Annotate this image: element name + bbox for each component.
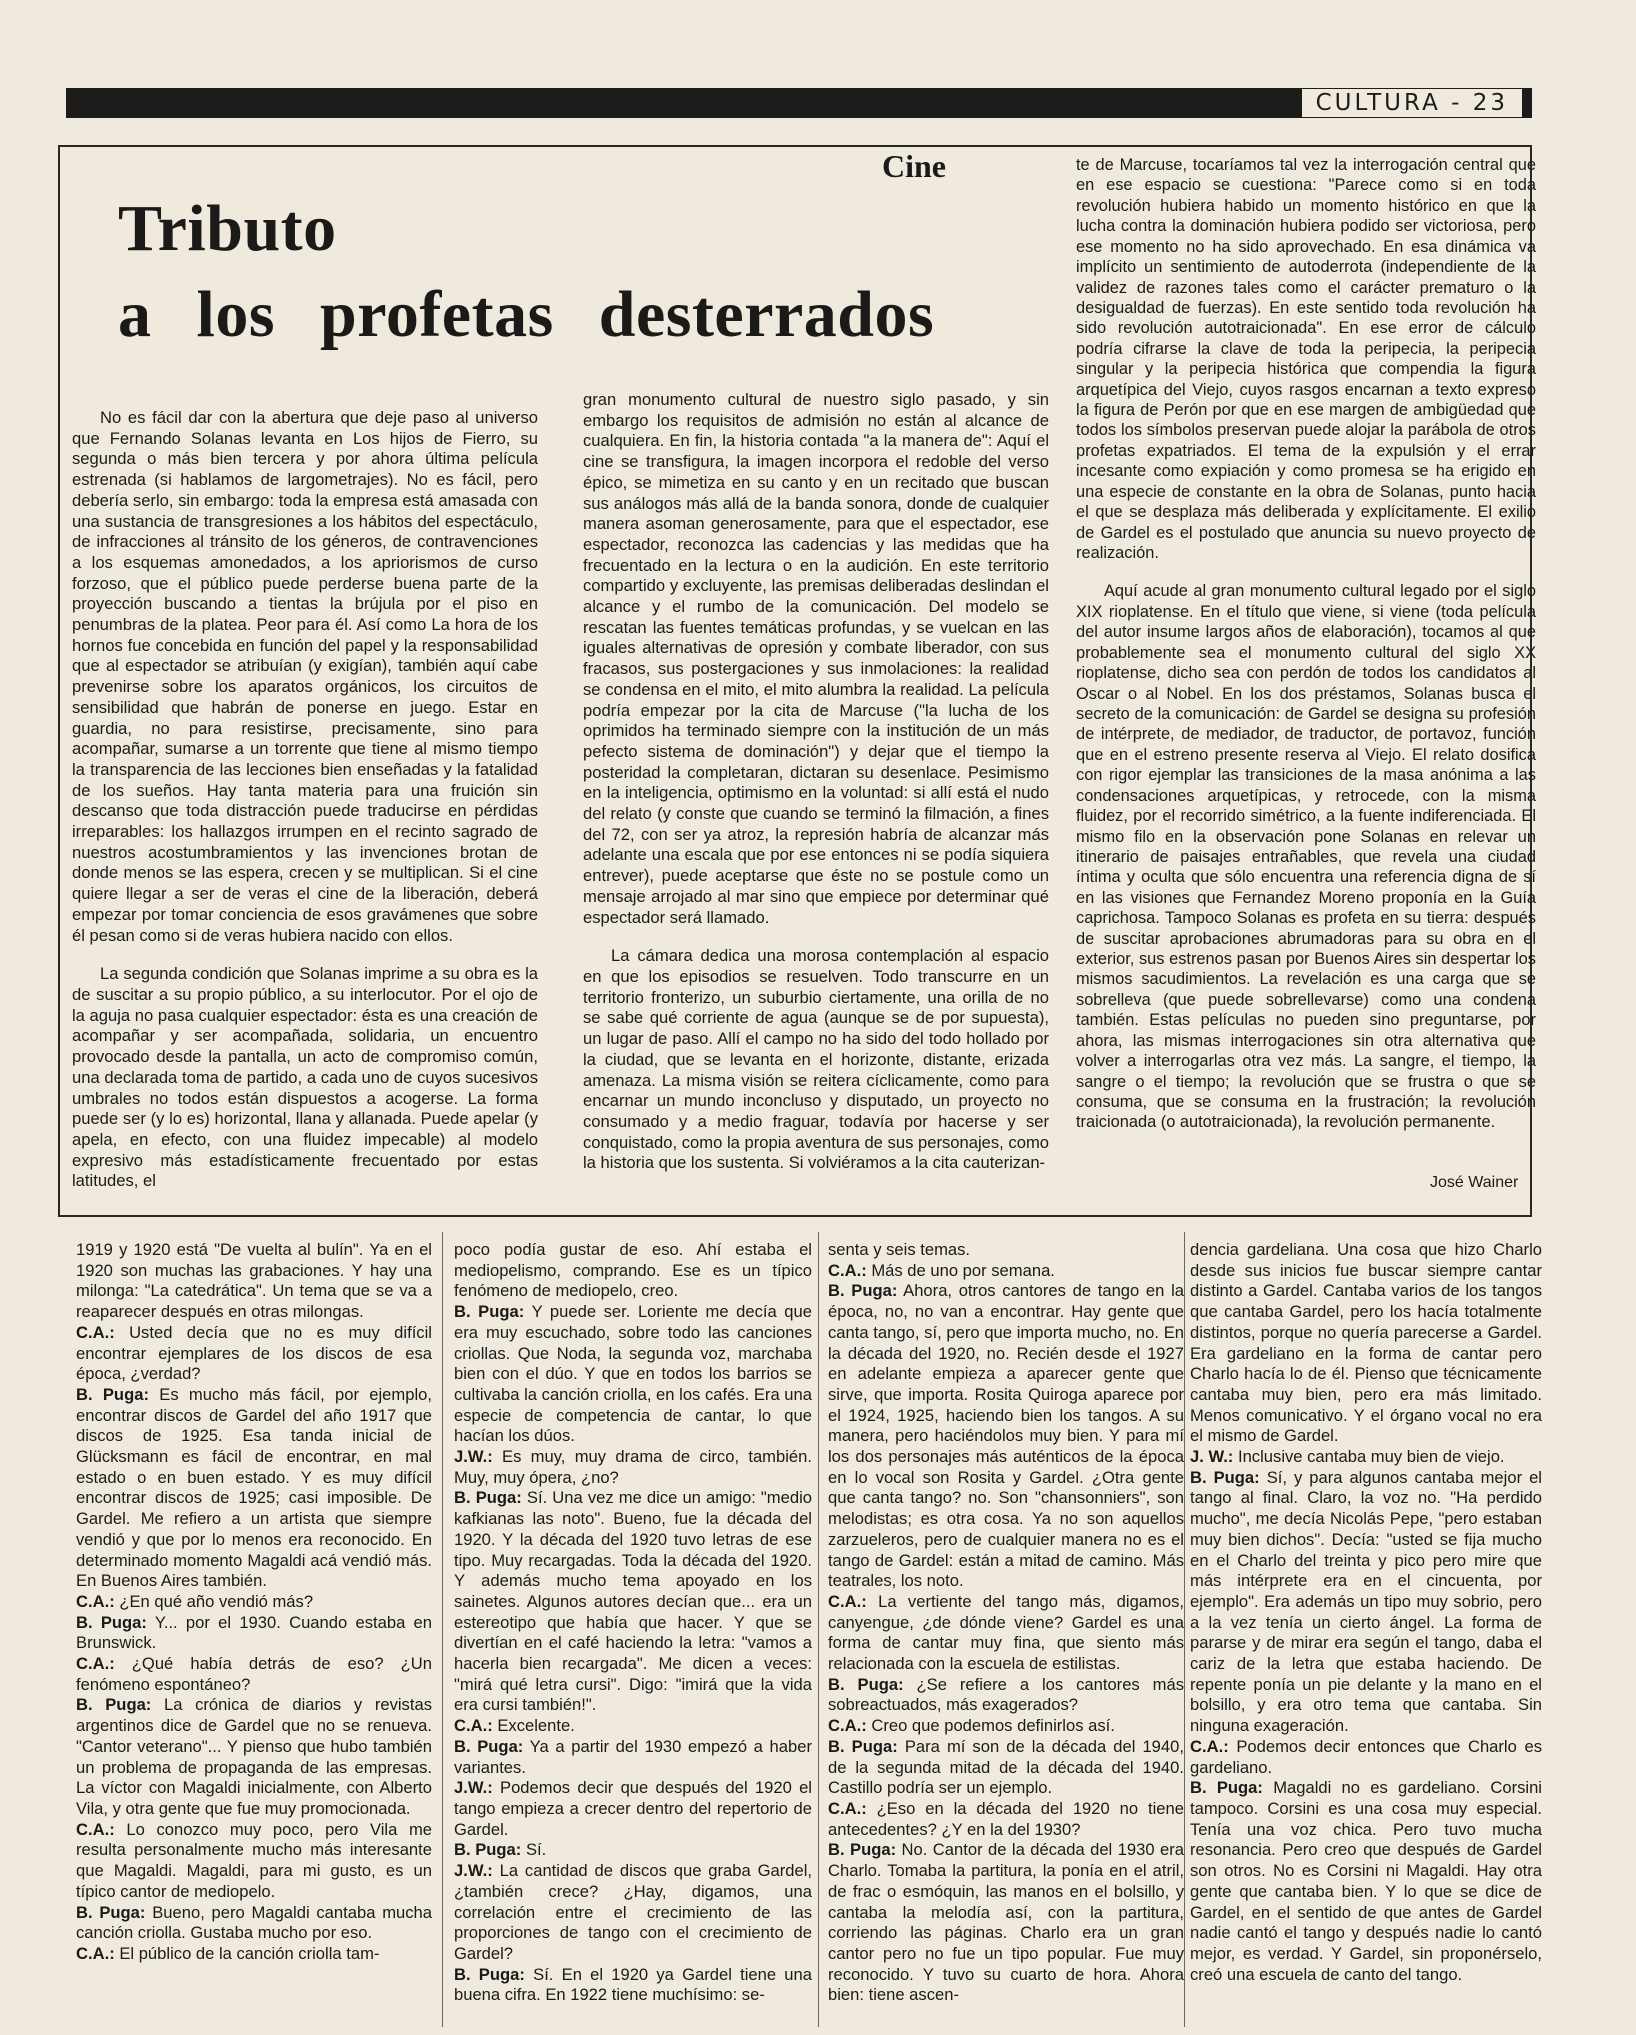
interview-turn: [76, 1944, 432, 1965]
interview-turn: [76, 1903, 432, 1944]
interview-turn: [828, 1675, 1184, 1716]
turn-text: Creo que podemos definirlos así.: [871, 1716, 1115, 1736]
turn-text: 1919 y 1920 está "De vuelta al bulín". Ya en el 1920 son muchas las grabaciones. Y hay una milonga: "La catedrática". Un tema que se va a reaparecer después en otras milongas.: [76, 1240, 432, 1322]
turn-text: Ahora, otros cantores de tango en la época, no, no van a encontrar. Hay gente que canta tango, sí, pero que importa mucho, no. En la década del 1920, no. Recién desde el 1927 en adelante empieza a aparecer gente que sirve, que importa. Rosita Quiroga aparece por el 1924, 1925, haciendo bien los tangos. A su manera, pero haciéndolos muy bien. Y para mí los dos personajes más auténticos de la época en lo vocal son Rosita y Gardel. ¿Otra gente que canta tango? no. Son "chansonniers", son melodistas; es otra cosa. Ya no son aquellos zarzueleros, pero de cualquier manera no es el tango de Gardel: están a mitad de camino. Más teatrales, los noto.: [828, 1281, 1184, 1591]
turn-text: Podemos decir que después del 1920 el tango empieza a crecer dentro del repertorio de Gardel.: [454, 1778, 812, 1839]
interview-turn: [454, 1447, 812, 1488]
turn-text: El público de la canción criolla tam-: [119, 1943, 380, 1963]
interview-turn: [76, 1385, 432, 1592]
turn-text: La cantidad de discos que graba Gardel, ¿también crece? ¿Hay, digamos, una correlación entre el crecimiento de las proporciones de tango con el crecimiento de Gardel?: [454, 1861, 812, 1963]
speaker-label: B. Puga:: [454, 1736, 524, 1756]
speaker-label: J.W.:: [454, 1447, 493, 1467]
article-column-3: [1076, 155, 1536, 1133]
interview-turn: [454, 1302, 812, 1447]
turn-text: Lo conozco muy poco, pero Vila me resulta personalmente mucho más interesante que Magaldi. Magaldi, para mi gusto, es un típico cantor de mediopelo.: [76, 1819, 432, 1901]
turn-text: Es muy, muy drama de circo, también. Muy, muy ópera, ¿no?: [454, 1447, 812, 1487]
paragraph: te de Marcuse, tocaríamos tal vez la interrogación central que en ese espacio se cuestiona: "Parece como si en toda revolución hubiera habido un momento histórico en que la lucha contra la dominación hubiera podido ser victoriosa, pero ese momento no ha sido aprovechado. En esa dinámica va implícito un sentimiento de autoderrota (independiente de la validez de razones tales como el carácter prematuro o la desigualdad de fuerzas). En este sentido toda revolución ha sido revolución autotraicionada". En ese error de cálculo podría cifrarse la clave de toda la peripecia, la peripecia singular y la peripecia histórica que compendia la figura arquetípica del Viejo, cuyos rasgos encarnan a texto expreso la figura de Perón por que en ese margen de ambigüedad que todos los símbolos preservan puede alojar la parábola de otros profetas expatriados. El tema de la expulsión y el errar incesante como expiación y como promesa se ha erigido en una especie de constante en la obra de Solanas, punto hacia el que se desplaza más deliberada y explícitamente. El exilio de Gardel es el postulado que anuncia su nuevo proyecto de realización.: [1076, 156, 1536, 563]
interview-turn: [76, 1323, 432, 1385]
speaker-label: B. Puga:: [454, 1488, 522, 1508]
interview-turn: [76, 1240, 432, 1323]
turn-text: Inclusive cantaba muy bien de viejo.: [1237, 1447, 1505, 1467]
turn-text: Más de uno por semana.: [871, 1260, 1055, 1280]
paragraph: No es fácil dar con la abertura que deje paso al universo que Fernando Solanas levanta en Los hijos de Fierro, su segunda o más bien tercera y por ahora última película estrenada (si hablamos de largometrajes). No es fácil, pero debería serlo, sin embargo: toda la empresa está amasada con una sustancia de transgresiones a los hábitos del espectáculo, de infracciones al tránsito de los géneros, de contravenciones a los esquemas amonedados, a los apriorismos de curso forzoso, que el público puede perderse buena parte de la proyección buscando a tientas la brújula por el piso en penumbras de la platea. Peor para él. Así como La hora de los hornos fue concebida en función del papel y la responsabilidad que al espectador se atribuían (y exigían), también aquí cabe prevenirse sobre los aparatos orgánicos, los circuitos de sensibilidad que habrán de ponerse en juego. Estar en guardia, no para resistirse, precisamente, sino para acompañar, sumarse a un torrente que tiene al mismo tiempo la transparencia de las lecciones bien enseñadas y la fatalidad de los sueños. Hay tanta materia para una fruición sin descanso que toda distracción puede traducirse en pérdidas irreparables: los hallazgos irrumpen en el recinto sagrado de nuestros acostumbramientos y las invenciones brotan de donde menos se las espera, crecen y se multiplican. Si el cine quiere llegar a ser de veras el cine de la liberación, deberá empezar por tomar conciencia de esos gravámenes que sobre él pesan como si de veras hubiera nacido con ellos.: [72, 408, 538, 945]
interview-turn: [828, 1240, 1184, 1261]
speaker-label: C.A.:: [76, 1322, 115, 1342]
turn-text: Sí. En el 1920 ya Gardel tiene una buena cifra. En 1922 tiene muchísimo: se-: [454, 1964, 812, 2005]
interview-turn: [454, 1240, 812, 1302]
turn-text: Y puede ser. Loriente me decía que era muy escuchado, sobre todo las canciones criollas. Que Noda, la segunda voz, marchaba bien con el dúo. Y que en todos los barrios se cultivaba la canción criolla, en los cafés. Era una especie de competencia de cantar, lo que hacían los dúos.: [454, 1302, 812, 1446]
turn-text: Magaldi no es gardeliano. Corsini tampoco. Corsini es una cosa muy especial. Tenía una voz chica. Pero tuvo mucha resonancia. Pero creo que después de Gardel son otros. No es Corsini ni Magaldi. Hay otra gente que cantaba bien. Y lo que se dice de Gardel, en el sentido de que antes de Gardel nadie cantó el tango y después nadie lo cantó mejor, es verdad. Y Gardel, sin proponérselo, creó una escuela de canto del tango.: [1190, 1778, 1542, 1984]
article-column-1: [72, 408, 538, 1192]
speaker-label: C.A.:: [76, 1654, 115, 1674]
speaker-label: C.A.:: [828, 1260, 867, 1280]
interview-turn: [454, 1488, 812, 1716]
interview-column-2: [454, 1240, 812, 2006]
turn-text: Bueno, pero Magaldi cantaba mucha canción criolla. Gustaba mucho por eso.: [76, 1902, 432, 1943]
speaker-label: B. Puga:: [828, 1840, 897, 1860]
interview-turn: [828, 1261, 1184, 1282]
interview-turn: [1190, 1778, 1542, 1985]
headline-line-2: a los profetas desterrados: [118, 278, 935, 351]
speaker-label: C.A.:: [828, 1716, 867, 1736]
interview-turn: [76, 1613, 432, 1654]
interview-turn: [1190, 1447, 1542, 1468]
interview-turn: [828, 1840, 1184, 2006]
speaker-label: J.W.:: [454, 1778, 493, 1798]
speaker-label: B. Puga:: [76, 1384, 149, 1404]
speaker-label: B. Puga:: [454, 1302, 525, 1322]
paragraph: Aquí acude al gran monumento cultural legado por el siglo XIX rioplatense. En el título que viene, si viene (toda película del autor insume largos años de elaboración), tocamos al que probablemente sea el monumento cultural del siglo XX rioplatense, dicho sea con perdón de todos los candidatos al Oscar o al Nobel. En los dos préstamos, Solanas busca el secreto de la comunicación: de Gardel se designa su profesión de intérprete, de mediador, de traductor, de portavoz, función que en el estreno presente reserva al Viejo. El relato dosifica con rigor ejemplar las transiciones de la masa anónima a las condensaciones arquetípicas, y retrocede, con la misma fluidez, por el recorrido simétrico, a la fuente indiferenciada. El mismo filo en la observación pone Solanas en relevar un itinerario de paisajes entrañables, que revela una ciudad íntima y oculta que sólo encuentra una referencia digna de sí en las visiones que Fernandez Moreno proponía en la Guía caprichosa. Tampoco Solanas es profeta en su tierra: después de suscitar aprobaciones abrumadoras para su obra en el exterior, sus estrenos pasan por Buenos Aires sin despertar los mismos sacudimientos. La revelación es una carga que se sobrelleva (que puede sobrellevarse) como una condena también. Estas películas no pueden sino preguntarse, por ahora, las mismas interrogaciones sin otra alternativa que volver a interrogarlas otra vez más. La sangre, el tiempo, la sangre o el tiempo; la revolución que se frustra o que se consuma, que se consuma en la frustración; la revolución traicionada (o autotraicionada), la revolución permanente.: [1076, 582, 1536, 1132]
interview-column-1: [76, 1240, 432, 1965]
speaker-label: C.A.:: [76, 1943, 115, 1963]
article-author-signature: José Wainer: [1430, 1174, 1519, 1191]
interview-turn: [1190, 1468, 1542, 1737]
turn-text: Y... por el 1930. Cuando estaba en Brunswick.: [76, 1612, 432, 1653]
turn-text: Sí.: [525, 1840, 547, 1860]
turn-text: No. Cantor de la década del 1930 era Charlo. Tomaba la partitura, la ponía en el atril, de frac o esmóquin, las manos en el bolsillo, y cantaba la melodía así, con la partitura, corriendo las páginas. Charlo era un gran cantor pero no fue un tipo popular. Fue muy reconocido. Y tuvo su cuarto de hora. Ahora bien: tiene ascen-: [828, 1840, 1184, 2005]
interview-turn: [1190, 1240, 1542, 1447]
turn-text: ¿En qué año vendió más?: [119, 1591, 314, 1611]
speaker-label: J. W.:: [1190, 1447, 1234, 1467]
article-headline: [118, 186, 1018, 358]
speaker-label: C.A.:: [828, 1798, 867, 1818]
speaker-label: C.A.:: [828, 1591, 867, 1611]
turn-text: ¿Eso en la década del 1920 no tiene antecedentes? ¿Y en la del 1930?: [828, 1798, 1184, 1839]
speaker-label: B. Puga:: [76, 1612, 147, 1632]
speaker-label: B. Puga:: [454, 1840, 522, 1860]
turn-text: Excelente.: [497, 1716, 575, 1736]
speaker-label: J.W.:: [454, 1861, 493, 1881]
headline-line-1: Tributo: [118, 192, 337, 265]
speaker-label: B. Puga:: [454, 1964, 525, 1984]
paragraph: La segunda condición que Solanas imprime a su obra es la de suscitar a su propio público, a su interlocutor. Por el ojo de la aguja no pasa cualquier espectador: ésta es una creación de acompañar y ser acompañada, solidaria, un encuentro provocado desde la pantalla, un acto de compromiso común, una declarada toma de partido, a cada uno de cuyos sucesivos umbrales no todos están dispuestos a acogerse. La forma puede ser (y lo es) horizontal, llana y allanada. Puede apelar (y apela, en efecto, con una fluidez impecable) al modelo expresivo más estadísticamente frecuentado por estas latitudes, el: [72, 964, 538, 1191]
speaker-label: B. Puga:: [828, 1736, 898, 1756]
turn-text: La crónica de diarios y revistas argentinos dice de Gardel que no se renueva. "Cantor veterano"... Y pienso que hubo también un problema de propaganda de las empresas. La víctor con Magaldi inicialmente, con Alberto Vila, y otra gente que fue muy promocionada.: [76, 1695, 432, 1818]
speaker-label: B. Puga:: [828, 1674, 904, 1694]
speaker-label: B. Puga:: [76, 1695, 152, 1715]
speaker-label: B. Puga:: [1190, 1467, 1260, 1487]
interview-turn: [76, 1592, 432, 1613]
interview-turn: [76, 1695, 432, 1819]
interview-turn: [828, 1799, 1184, 1840]
interview-turn: [454, 1716, 812, 1737]
interview-turn: [76, 1654, 432, 1695]
article-kicker: Cine: [882, 148, 946, 184]
column-divider: [1184, 1232, 1185, 2027]
turn-text: Podemos decir entonces que Charlo es gardeliano.: [1190, 1736, 1542, 1777]
turn-text: Para mí son de la década del 1940, de la segunda mitad de la década del 1940. Castillo podría ser un ejemplo.: [828, 1736, 1184, 1798]
turn-text: La vertiente del tango más, digamos, canyengue, ¿de dónde viene? Gardel es una forma de cantar muy fina, que siento más relacionada con la escuela de estilistas.: [828, 1591, 1184, 1674]
interview-turn: [828, 1737, 1184, 1799]
interview-turn: [828, 1716, 1184, 1737]
turn-text: Sí. Una vez me dice un amigo: "medio kafkianas las noto". Bueno, fue la década del 1920. Y la década del 1920 tuvo letras de ese tipo. Muy recargadas. Toda la década del 1920. Y además mucho tema apoyado en los sainetes. Algunos autores decían que... era un estereotipo que había que hacer. Y que se divertían en el café haciendo la letra: "vamos a hacerla bien recargada". Me dicen a veces: "mirá qué letra cursi". Digo: "imirá que la vida era cursi también!".: [454, 1488, 812, 1715]
interview-column-3: [828, 1240, 1184, 2006]
turn-text: poco podía gustar de eso. Ahí estaba el mediopelismo, comprando. Ese es un típico fenómeno de mediopelo, creo.: [454, 1240, 812, 1301]
turn-text: ¿Qué había detrás de eso? ¿Un fenómeno espontáneo?: [76, 1654, 432, 1694]
turn-text: Sí, y para algunos cantaba mejor el tango al final. Claro, la voz no. "Ha perdido mucho", me decía Nicolás Pepe, "pero estaban muy bien dichos". Decía: "usted se fija mucho en el Charlo del treinta y pico pero mire que más intérprete era en el cincuenta, por ejemplo". Era además un tipo muy sobrio, pero a la vez tenía un cierto ángel. La forma de pararse y de mirar era según el tango, daba el cariz de la letra que estaba haciendo. De repente ponía un pie delante y la mano en el bolsillo, y era otro tema que cantaba. Sin ninguna exageración.: [1190, 1467, 1542, 1736]
speaker-label: B. Puga:: [76, 1902, 146, 1922]
turn-text: senta y seis temas.: [828, 1240, 971, 1259]
interview-turn: [454, 1861, 812, 1965]
interview-column-4: [1190, 1240, 1542, 1985]
interview-turn: [454, 1965, 812, 2006]
speaker-label: B. Puga:: [828, 1281, 898, 1301]
interview-turn: [454, 1737, 812, 1778]
interview-turn: [454, 1840, 812, 1861]
paragraph: La cámara dedica una morosa contemplación al espacio en que los episodios se resuelven. Todo transcurre en un territorio fronterizo, un suburbio ciertamente, una orilla de no se sabe qué corriente de agua (aunque se de por supuesta), un lugar de paso. Allí el campo no ha sido del todo hollado por la ciudad, que se levanta en el horizonte, distante, erizada amenaza. La misma visión se reitera cíclicamente, como para encarnar un mundo inconcluso y disputado, un proyecto no consumado y a medio fraguar, todavía por hacerse y ser conquistado, como la propia aventura de sus personajes, como la historia que los sustenta. Si volviéramos a la cita cauterizan-: [583, 946, 1049, 1173]
interview-turn: [454, 1778, 812, 1840]
turn-text: ¿Se refiere a los cantores más sobreactuados, más exagerados?: [828, 1674, 1184, 1715]
section-page-label: CULTURA - 23: [1302, 89, 1522, 117]
speaker-label: C.A.:: [454, 1716, 493, 1736]
turn-text: Es mucho más fácil, por ejemplo, encontrar discos de Gardel del año 1917 que discos de 1925. Esa tanda inicial de Glücksmann es fácil de encontrar, en mal estado o en buen estado. Y es muy difícil encontrar discos de 1925; casi imposible. De Gardel. Me refiero a un artista que siempre vendió y que por lo menos era reconocido. En determinado momento Magaldi acá vendió más. En Buenos Aires también.: [76, 1384, 432, 1591]
interview-turn: [76, 1820, 432, 1903]
interview-turn: [828, 1281, 1184, 1592]
speaker-label: C.A.:: [76, 1591, 115, 1611]
paragraph: gran monumento cultural de nuestro siglo pasado, y sin embargo los requisitos de admisión no están al alcance de cualquiera. En fin, la historia contada "a la manera de": Aquí el cine se transfigura, la imagen incorpora el redoble del verso épico, se mimetiza en su canto y en un recitado que buscan sus análogos más allá de la banda sonora, donde de cualquier manera asoman generosamente, para que el espectador, ese espectador, reconozca las cadencias y las medidas que ha frecuentado en la lectura o en la audición. En este territorio compartido y excluyente, las premisas deliberadas deslindan el alcance y el rumbo de la comunicación. Del modelo se rescatan las fuentes temáticas profundas, y se vuelcan en las iguales alternativas de opresión y combate liberador, con sus fracasos, sus postergaciones y sus inmolaciones: la realidad se condensa en el mito, el mito alumbra la realidad. La película podría empezar por la cita de Marcuse ("la lucha de los oprimidos ha terminado siempre con la institución de un más pefecto sistema de dominación") y dejar que el tiempo la posteridad la completaran, dictaran su desenlace. Pesimismo en la inteligencia, optimismo en la voluntad: si allí está el nudo del relato (y conste que cuando se terminó la filmación, a fines del 72, con ser ya atroz, la represión habría de alcanzar más adelante una escala que por ese entonces ni se podía siquiera entrever), puede aceptarse que éste no se postule como un mensaje arrojado al mar sino que empiece por determinar qué espectador será llamado.: [583, 390, 1049, 927]
turn-text: dencia gardeliana. Una cosa que hizo Charlo desde sus inicios fue buscar siempre cantar distinto a Gardel. Cantaba varios de los tangos que cantaba Gardel, pero los hacía totalmente distintos, porque no quería parecerse a Gardel. Era gardeliano en la forma de cantar pero Charlo hacía lo de él. Pienso que técnicamente cantaba muy bien, pero era más limitado. Menos comunicativo. Y el órgano vocal no era el mismo de Gardel.: [1190, 1240, 1542, 1446]
turn-text: Usted decía que no es muy difícil encontrar ejemplares de los discos de esa época, ¿verdad?: [76, 1322, 432, 1384]
speaker-label: B. Puga:: [1190, 1778, 1263, 1798]
speaker-label: C.A.:: [1190, 1736, 1229, 1756]
speaker-label: C.A.:: [76, 1819, 115, 1839]
article-column-2: [583, 390, 1049, 1174]
turn-text: Ya a partir del 1930 empezó a haber variantes.: [454, 1736, 812, 1777]
column-divider: [442, 1232, 443, 2027]
interview-turn: [1190, 1737, 1542, 1778]
section-header-bar: [66, 88, 1532, 118]
column-divider: [818, 1232, 819, 2027]
interview-turn: [828, 1592, 1184, 1675]
